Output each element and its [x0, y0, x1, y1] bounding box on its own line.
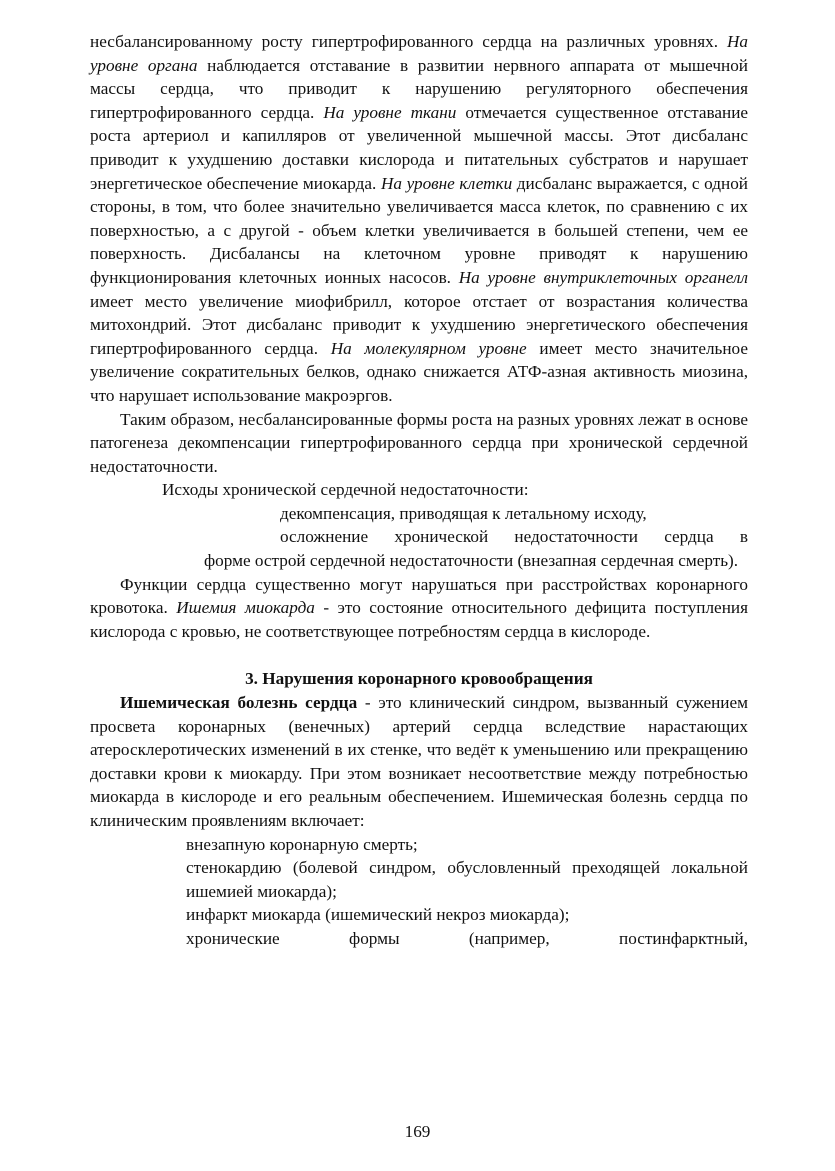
italic-term-molecular: На молекулярном уровне: [330, 338, 527, 358]
page-number: 169: [404, 1122, 431, 1141]
paragraph-hypertrophy-levels: [90, 30, 748, 408]
italic-term-ischemia: Ишемия миокарда -: [176, 598, 330, 618]
section-title: 3. Нарушения коронарного кровообращения: [245, 669, 593, 689]
outcome-item-complication-rest: форме острой сердечной недостаточности (внезапная сердечная смерть).: [204, 551, 739, 571]
page-body: [90, 30, 748, 951]
text-run: отмечается существенное отставание роста артериол и капилляров от увеличенной мышечной массы. Этот дисбаланс приводит к ухудшению доставки кислорода и питательных субстратов и нарушает энергетическое обеспечение миокарда.: [90, 102, 749, 193]
text-run: это состояние относительного дефицита поступления кислорода с кровью, не соответствующее потребностям сердца в кислороде.: [90, 598, 748, 641]
list-item: внезапную коронарную смерть;: [186, 834, 418, 854]
italic-term-tissue: На уровне ткани: [323, 102, 457, 122]
list-item: стенокардию (болевой синдром, обусловленный преходящей локальной ишемией миокарда);: [186, 858, 748, 901]
italic-term-cell: На уровне клетки: [380, 173, 513, 193]
outcomes-heading: Исходы хронической сердечной недостаточности:: [162, 480, 529, 500]
text-run: наблюдается отставание в развитии нервного аппарата от мышечной массы сердца, что приводит к нарушению регуляторного обеспечения гипертрофированного сердца.: [90, 55, 749, 122]
text-run: Функции сердца существенно могут нарушаться при расстройствах коронарного кровотока.: [90, 574, 748, 618]
list-item: инфаркт миокарда (ишемический некроз миокарда);: [186, 905, 570, 925]
list-item: хронические формы (например, постинфарктный,: [186, 928, 748, 948]
ihd-forms-list: [186, 833, 748, 951]
paragraph-conclusion: Таким образом, несбалансированные формы роста на разных уровнях лежат в основе патогенеза декомпенсации гипертрофированного сердца при хронической сердечной недостаточности.: [90, 409, 748, 476]
italic-term-organelles: На уровне внутриклеточных органелл: [458, 267, 748, 287]
paragraph-ihd-definition: [90, 691, 748, 833]
text-run: - это клинический синдром, вызванный сужением просвета коронарных (венечных) артерий сердца вследствие нарастающих атеросклеротических изменений в их стенке, что ведёт к уменьшению или прекращению доставки крови к миокарду. При этом возникает несоответствие между потребностью миокарда в кислороде и его реальным обеспечением. Ишемическая болезнь сердца по клиническим проявлениям включает:: [90, 693, 748, 830]
italic-term-organ: На уровне органа: [90, 32, 748, 75]
text-run: имеет место значительное увеличение сократительных белков, однако снижается АТФ-азная активность миозина, что нарушает использование макроэргов.: [90, 338, 748, 405]
text-run: имеет место увеличение миофибрилл, которое отстает от возрастания количества митохондрий. Этот дисбаланс приводит к ухудшению энергетического обеспечения гипертрофированного сердца.: [90, 291, 748, 358]
text-run: дисбаланс выражается, с одной стороны, в том, что более значительно увеличивается масса клеток, по сравнению с их поверхностью, а с другой - объем клетки увеличивается в большей степени, чем ее поверхность. Дисбалансы на клеточном уровне приводят к нарушению функционирования клеточных ионных насосов.: [90, 173, 749, 287]
outcome-item-complication: [204, 525, 748, 572]
outcome-item-complication-line1: осложнение хронической недостаточности сердца в: [280, 527, 748, 547]
outcome-item-decompensation: декомпенсация, приводящая к летальному исходу,: [280, 503, 647, 523]
bold-term-ihd: Ишемическая болезнь сердца: [120, 693, 358, 713]
paragraph-coronary-ischemia: [90, 573, 748, 644]
text-run: несбалансированному росту гипертрофированного сердца на различных уровнях.: [90, 32, 727, 51]
